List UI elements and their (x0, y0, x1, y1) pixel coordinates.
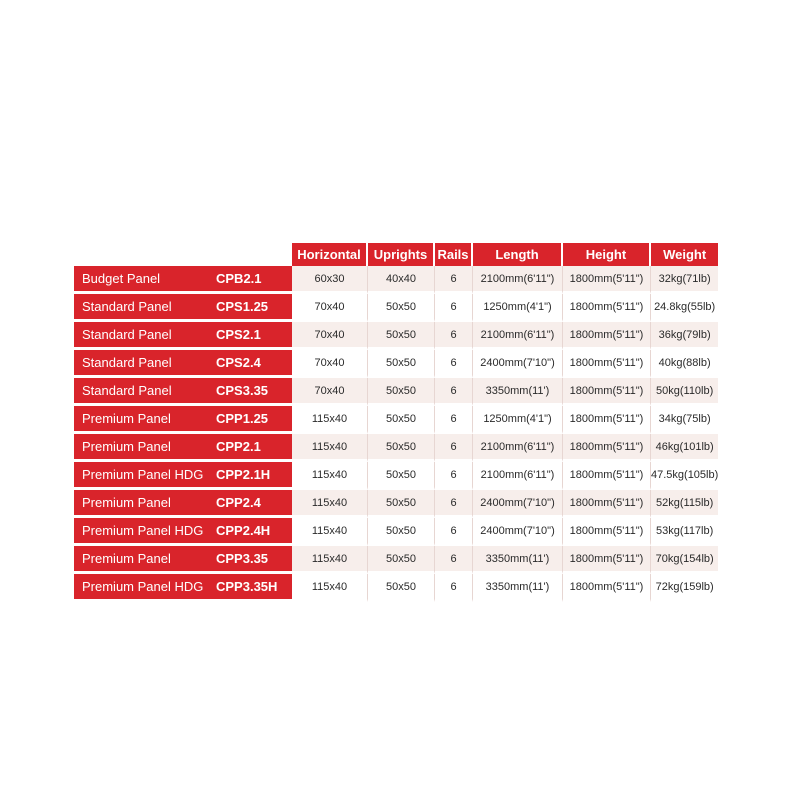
product-name: Standard Panel (74, 350, 216, 378)
product-code: CPP2.1H (216, 462, 292, 490)
uprights-value: 40x40 (368, 266, 435, 294)
table-row (74, 378, 718, 406)
weight-value: 72kg(159lb) (651, 574, 718, 602)
table-row (74, 294, 718, 322)
product-name: Premium Panel HDG (74, 574, 216, 602)
length-value: 2100mm(6'11") (473, 434, 563, 462)
uprights-value: 50x50 (368, 406, 435, 434)
uprights-value: 50x50 (368, 462, 435, 490)
weight-value: 47.5kg(105lb) (651, 462, 718, 490)
length-value: 1250mm(4'1") (473, 406, 563, 434)
rails-value: 6 (435, 378, 473, 406)
weight-value: 53kg(117lb) (651, 518, 718, 546)
uprights-value: 50x50 (368, 434, 435, 462)
table-header (74, 243, 718, 266)
horizontal-value: 115x40 (292, 462, 368, 490)
header-horizontal: Horizontal (292, 243, 368, 266)
horizontal-value: 115x40 (292, 434, 368, 462)
rails-value: 6 (435, 546, 473, 574)
height-value: 1800mm(5'11") (563, 378, 651, 406)
length-value: 1250mm(4'1") (473, 294, 563, 322)
horizontal-value: 70x40 (292, 294, 368, 322)
product-name: Standard Panel (74, 294, 216, 322)
rails-value: 6 (435, 350, 473, 378)
horizontal-value: 60x30 (292, 266, 368, 294)
height-value: 1800mm(5'11") (563, 574, 651, 602)
table-row (74, 546, 718, 574)
product-code: CPS2.4 (216, 350, 292, 378)
length-value: 2100mm(6'11") (473, 462, 563, 490)
weight-value: 34kg(75lb) (651, 406, 718, 434)
rails-value: 6 (435, 294, 473, 322)
product-name: Budget Panel (74, 266, 216, 294)
product-code: CPP2.1 (216, 434, 292, 462)
table-row (74, 462, 718, 490)
product-code: CPP2.4H (216, 518, 292, 546)
height-value: 1800mm(5'11") (563, 266, 651, 294)
weight-value: 52kg(115lb) (651, 490, 718, 518)
header-weight: Weight (651, 243, 718, 266)
header-spacer (74, 243, 292, 266)
horizontal-value: 70x40 (292, 350, 368, 378)
uprights-value: 50x50 (368, 322, 435, 350)
product-name: Standard Panel (74, 378, 216, 406)
length-value: 3350mm(11') (473, 378, 563, 406)
uprights-value: 50x50 (368, 350, 435, 378)
product-code: CPB2.1 (216, 266, 292, 294)
horizontal-value: 115x40 (292, 406, 368, 434)
length-value: 2400mm(7'10") (473, 518, 563, 546)
weight-value: 36kg(79lb) (651, 322, 718, 350)
table-row (74, 434, 718, 462)
product-code: CPP3.35H (216, 574, 292, 602)
rails-value: 6 (435, 490, 473, 518)
table-row (74, 322, 718, 350)
product-code: CPP2.4 (216, 490, 292, 518)
product-name: Premium Panel (74, 406, 216, 434)
table-row (74, 350, 718, 378)
table-row (74, 518, 718, 546)
uprights-value: 50x50 (368, 378, 435, 406)
height-value: 1800mm(5'11") (563, 350, 651, 378)
header-uprights: Uprights (368, 243, 435, 266)
height-value: 1800mm(5'11") (563, 546, 651, 574)
length-value: 2100mm(6'11") (473, 266, 563, 294)
height-value: 1800mm(5'11") (563, 406, 651, 434)
horizontal-value: 115x40 (292, 546, 368, 574)
weight-value: 46kg(101lb) (651, 434, 718, 462)
table-row (74, 490, 718, 518)
height-value: 1800mm(5'11") (563, 322, 651, 350)
product-name: Premium Panel HDG (74, 518, 216, 546)
horizontal-value: 115x40 (292, 490, 368, 518)
height-value: 1800mm(5'11") (563, 462, 651, 490)
rails-value: 6 (435, 518, 473, 546)
height-value: 1800mm(5'11") (563, 434, 651, 462)
uprights-value: 50x50 (368, 574, 435, 602)
table-row (74, 574, 718, 602)
length-value: 2400mm(7'10") (473, 490, 563, 518)
header-rails: Rails (435, 243, 473, 266)
table-row (74, 266, 718, 294)
product-code: CPP1.25 (216, 406, 292, 434)
height-value: 1800mm(5'11") (563, 294, 651, 322)
height-value: 1800mm(5'11") (563, 518, 651, 546)
length-value: 2400mm(7'10") (473, 350, 563, 378)
panel-spec-table (74, 243, 718, 602)
rails-value: 6 (435, 462, 473, 490)
product-code: CPS3.35 (216, 378, 292, 406)
weight-value: 40kg(88lb) (651, 350, 718, 378)
horizontal-value: 70x40 (292, 378, 368, 406)
length-value: 3350mm(11') (473, 546, 563, 574)
horizontal-value: 115x40 (292, 518, 368, 546)
product-name: Premium Panel (74, 434, 216, 462)
uprights-value: 50x50 (368, 490, 435, 518)
rails-value: 6 (435, 322, 473, 350)
header-length: Length (473, 243, 563, 266)
height-value: 1800mm(5'11") (563, 490, 651, 518)
rails-value: 6 (435, 574, 473, 602)
product-code: CPS2.1 (216, 322, 292, 350)
uprights-value: 50x50 (368, 518, 435, 546)
weight-value: 32kg(71lb) (651, 266, 718, 294)
table-row (74, 406, 718, 434)
product-code: CPS1.25 (216, 294, 292, 322)
uprights-value: 50x50 (368, 294, 435, 322)
length-value: 3350mm(11') (473, 574, 563, 602)
table-body (74, 266, 718, 602)
weight-value: 50kg(110lb) (651, 378, 718, 406)
horizontal-value: 70x40 (292, 322, 368, 350)
length-value: 2100mm(6'11") (473, 322, 563, 350)
product-name: Standard Panel (74, 322, 216, 350)
product-name: Premium Panel (74, 546, 216, 574)
rails-value: 6 (435, 266, 473, 294)
header-height: Height (563, 243, 651, 266)
product-code: CPP3.35 (216, 546, 292, 574)
uprights-value: 50x50 (368, 546, 435, 574)
rails-value: 6 (435, 406, 473, 434)
product-name: Premium Panel (74, 490, 216, 518)
rails-value: 6 (435, 434, 473, 462)
header-row (74, 243, 718, 266)
horizontal-value: 115x40 (292, 574, 368, 602)
weight-value: 24.8kg(55lb) (651, 294, 718, 322)
weight-value: 70kg(154lb) (651, 546, 718, 574)
product-name: Premium Panel HDG (74, 462, 216, 490)
